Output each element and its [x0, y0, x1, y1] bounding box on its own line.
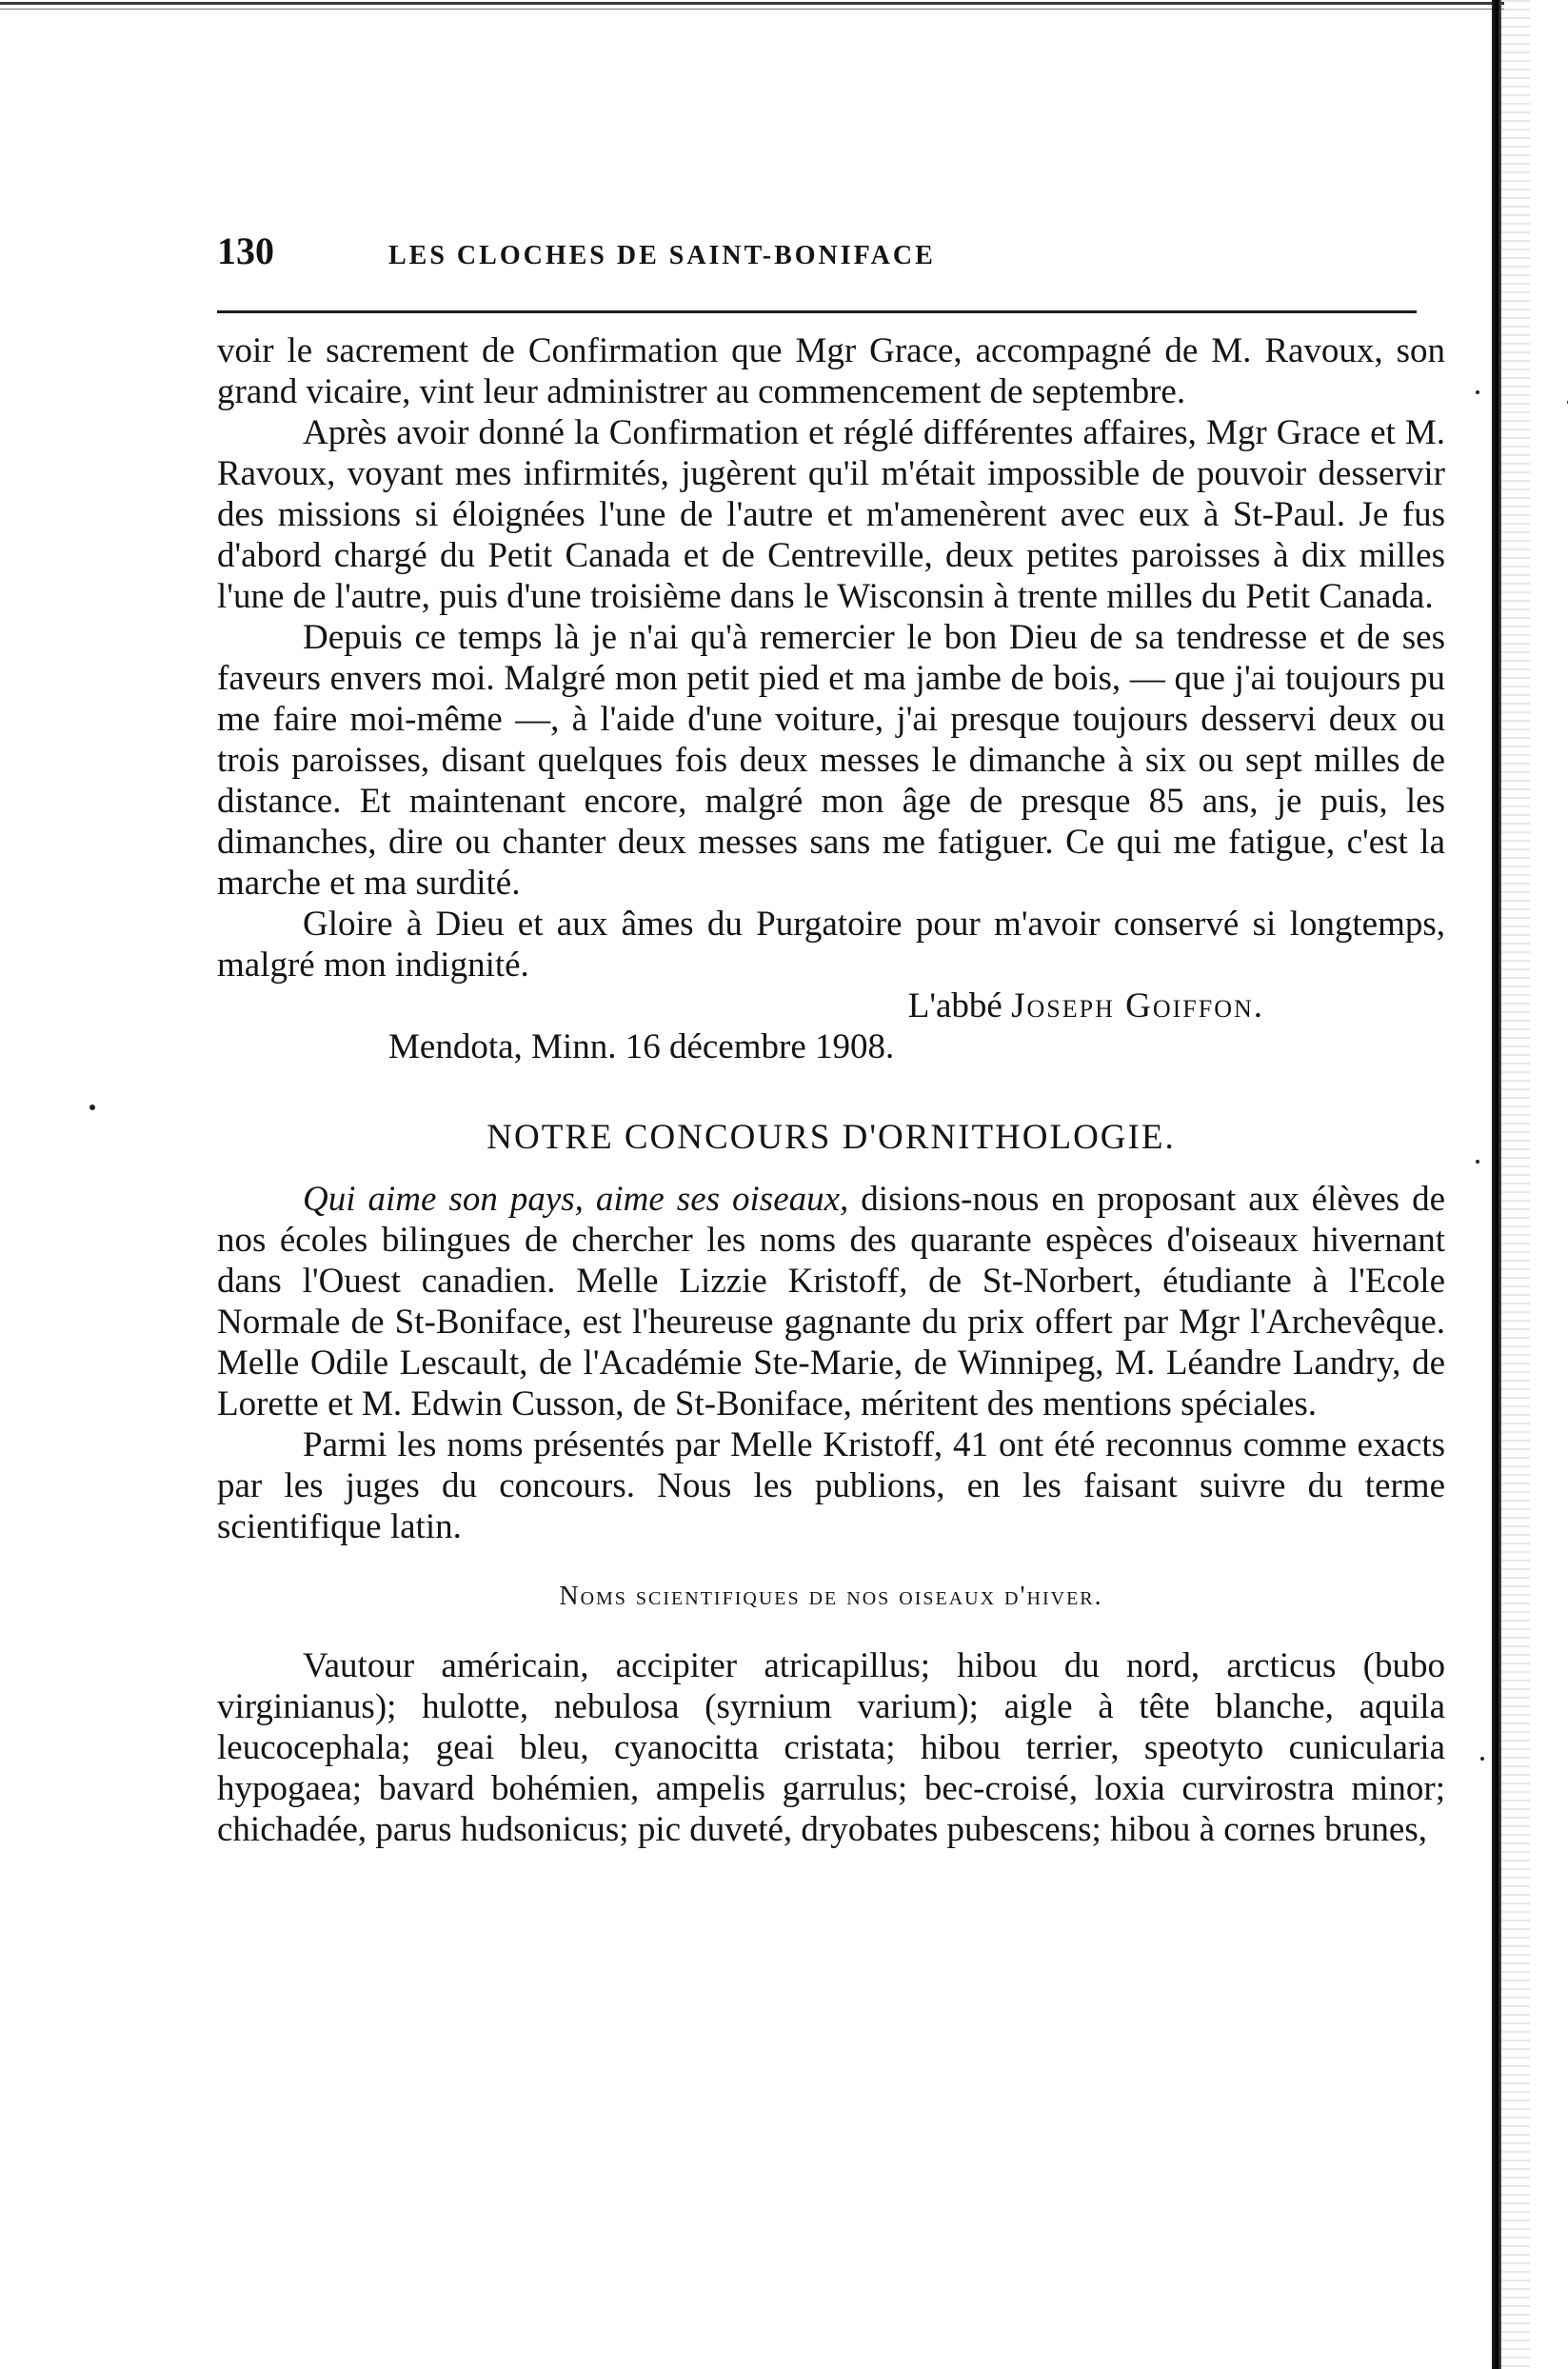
paragraph-gloire: Gloire à Dieu et aux âmes du Purgatoire pour m'avoir conservé si longtemps, malgré mon indignité. [217, 905, 1445, 985]
scan-edge-texture [1501, 0, 1530, 2369]
motto-quote: Qui aime son pays, aime ses oiseaux, [303, 1180, 849, 1219]
scan-speck [1480, 1757, 1484, 1761]
page-number: 130 [217, 229, 274, 272]
paragraph-concours-text: disions-nous en proposant aux élèves de nos écoles bilingues de chercher les noms des quarante espèces d'oiseaux hivernant dans l'Ouest canadien. Melle Lizzie Kristoff, de St-Norbert, étudiante à l'Ecole Normale de St-Boniface, est l'heureuse gagnante du prix offert par Mgr l'Archevêque. Melle Odile Lescault, de l'Académie Ste-Marie, de Winnipeg, M. Léandre Landry, de Lorette et M. Edwin Cusson, de St-Boniface, méritent des mentions spéciales. [217, 1180, 1445, 1423]
section-title: NOTRE CONCOURS D'ORNITHOLOGIE. [486, 1118, 1176, 1157]
signature [217, 985, 1445, 1026]
scan-top-rule-thin [0, 9, 1504, 10]
signature-name: Joseph Goiffon. [1011, 986, 1264, 1025]
signature-prefix: L'abbé [907, 986, 1012, 1025]
paragraph-noms: Parmi les noms présentés par Melle Kristoff, 41 ont été reconnus comme exacts par les juges du concours. Nous les publions, en les faisant suivre du terme scientifique latin. [217, 1425, 1445, 1546]
place-date: Mendota, Minn. 16 décembre 1908. [388, 1027, 895, 1066]
running-title: LES CLOCHES DE SAINT-BONIFACE [388, 241, 936, 270]
paragraph-st-paul: Après avoir donné la Confirmation et réglé différentes affaires, Mgr Grace et M. Ravoux, voyant mes infirmités, jugèrent qu'il m'était impossible de pouvoir desservir des missions si éloignées l'une de l'autre et m'amenèrent avec eux à St-Paul. Je fus d'abord chargé du Petit Canada et de Centreville, deux petites paroisses à dix milles l'une de l'autre, puis d'une troisième dans le Wisconsin à trente milles du Petit Canada. [217, 413, 1445, 616]
paragraph-bird-list: Vautour américain, accipiter atricapillus; hibou du nord, arcticus (bubo virginianus); hulotte, nebulosa (syrnium varium); aigle à tête blanche, aquila leucocephala; geai bleu, cyanocitta cristata; hibou terrier, speotyto cunicularia hypogaea; bavard bohémien, ampelis garrulus; bec-croisé, loxia curvirostra minor; chichadée, parus hudsonicus; pic duveté, dryobates pubescens; hibou à cornes brunes, [217, 1646, 1445, 1849]
header-rule [217, 310, 1417, 313]
paragraph-confirmation: voir le sacrement de Confirmation que Mgr Grace, accompagné de M. Ravoux, son grand vicaire, vint leur administrer au commencement de septembre. [217, 331, 1445, 411]
scan-binding-edge [1492, 0, 1501, 2369]
page-header [217, 229, 1445, 286]
book-page [217, 229, 1445, 2342]
scan-speck [1476, 390, 1479, 394]
subheading-scientific-names: Noms scientifiques de nos oiseaux d'hiver. [559, 1582, 1103, 1611]
body-text [217, 330, 1445, 1850]
scan-speck [89, 1105, 95, 1110]
paragraph-gratitude: Depuis ce temps là je n'ai qu'à remercier le bon Dieu de sa tendresse et de ses faveurs envers moi. Malgré mon petit pied et ma jambe de bois, — que j'ai toujours pu me faire moi-même —, à l'aide d'une voiture, j'ai presque toujours desservi deux ou trois paroisses, disant quelques fois deux messes le dimanche à six ou sept milles de distance. Et maintenant encore, malgré mon âge de presque 85 ans, je puis, les dimanches, dire ou chanter deux messes sans me fatiguer. Ce qui me fatigue, c'est la marche et ma surdité. [217, 618, 1445, 903]
scan-speck [1476, 1160, 1479, 1164]
scan-top-rule [0, 2, 1504, 5]
paragraph-concours [217, 1179, 1445, 1424]
